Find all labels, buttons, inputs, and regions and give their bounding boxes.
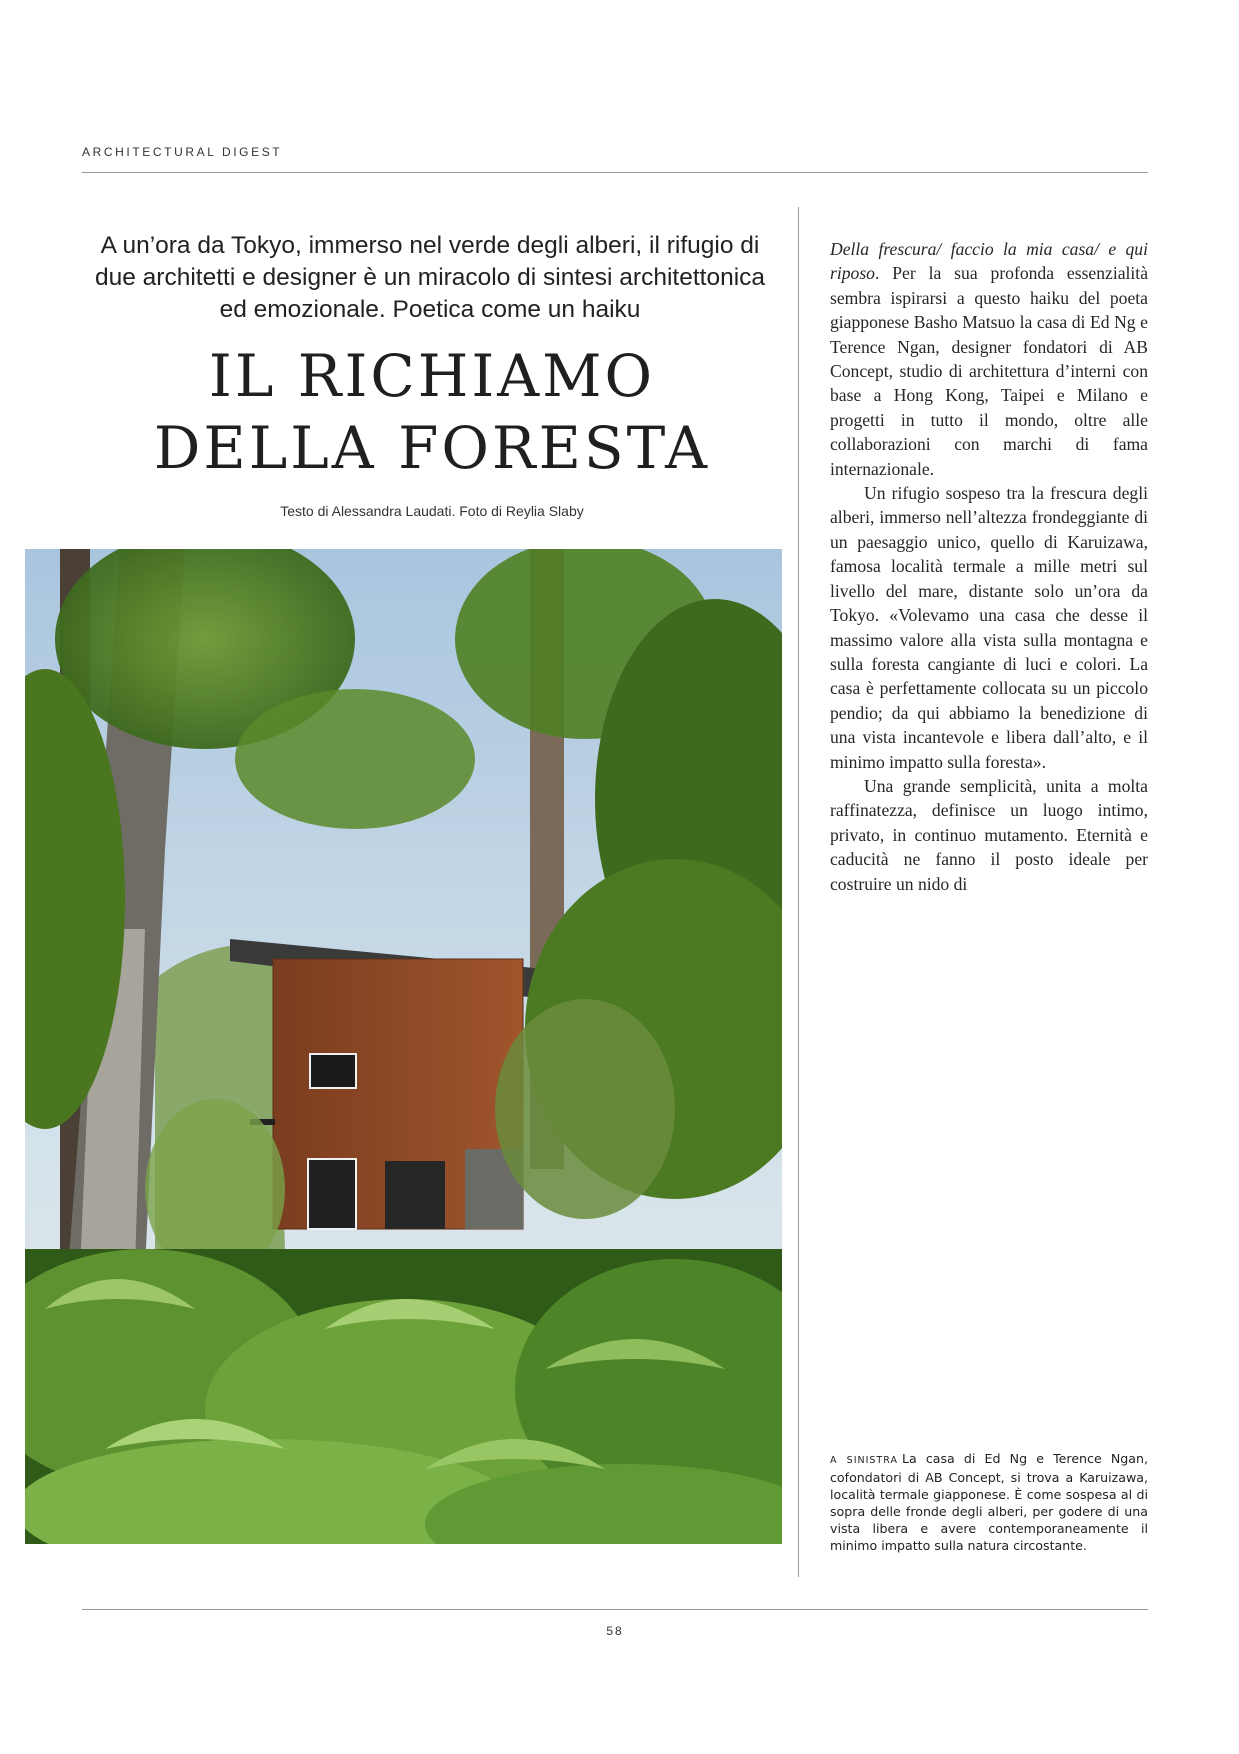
- house-photo-illustration: [25, 549, 782, 1544]
- bottom-rule: [82, 1609, 1148, 1610]
- article-title: [82, 340, 782, 484]
- page-number: 58: [606, 1624, 624, 1638]
- column-divider: [798, 207, 799, 1577]
- body-paragraph-3: Una grande semplicità, unita a molta raffinatezza, definisce un luogo intimo, privato, in continuo mutamento. Eternità e caducità ne fanno il posto ideale per costruire un nido di: [830, 775, 1148, 894]
- top-rule: [82, 172, 1148, 173]
- body-paragraph-2: Un rifugio sospeso tra la frescura degli alberi, immerso nell’altezza frondeggiante di un paesaggio unico, quello di Karuizawa, famosa località termale a mille metri sul livello del mare, distante solo un’ora da Tokyo. «Volevamo una casa che desse il massimo valore alla vista sulla montagna e sulla foresta cangiante di luci e colori. La casa è perfettamente collocata su un piccolo pendio; da qui abbiamo la benedizione di una vista incantevole e libera dall’alto, e il minimo impatto sulla foresta».: [830, 483, 1148, 772]
- title-line-2: DELLA FORESTA: [153, 414, 711, 482]
- title-line-1: IL RICHIAMO: [208, 342, 656, 410]
- caption-text: La casa di Ed Ng e Terence Ngan, cofondatori di AB Concept, si trova a Karuizawa, località termale giapponese. È come sospesa al di sopra delle fronde degli alberi, per godere di una vista libera e avere contemporaneamente il minimo impatto sulla natura circostante.: [830, 1451, 1148, 1553]
- article-deck: A un’ora da Tokyo, immerso nel verde degli alberi, il rifugio di due architetti e designer è un miracolo di sintesi architettonica ed emozionale. Poetica come un haiku: [94, 232, 766, 323]
- article-body: [830, 237, 1148, 896]
- haiku-quote: Della frescura/ faccio la mia casa/ e qui riposo: [830, 239, 1148, 284]
- body-paragraph-1-text: . Per la sua profonda essenzialità sembra ispirarsi a questo haiku del poeta giapponese Basho Matsuo la casa di Ed Ng e Terence Ngan, designer fondatori di AB Concept, studio di architettura d’interni con base a Hong Kong, Taipei e Milano e progetti in tutto il mondo, oltre alle collaborazioni con marchi di fama internazionale.: [830, 263, 1148, 479]
- photo-caption: [830, 1450, 1148, 1554]
- caption-lead: A SINISTRA: [830, 1455, 898, 1466]
- publication-name: ARCHITECTURAL DIGEST: [82, 145, 283, 159]
- body-paragraph-1: [830, 237, 1148, 481]
- article-credits: Testo di Alessandra Laudati. Foto di Reylia Slaby: [280, 503, 584, 519]
- house-in-forest-photo: [25, 549, 782, 1544]
